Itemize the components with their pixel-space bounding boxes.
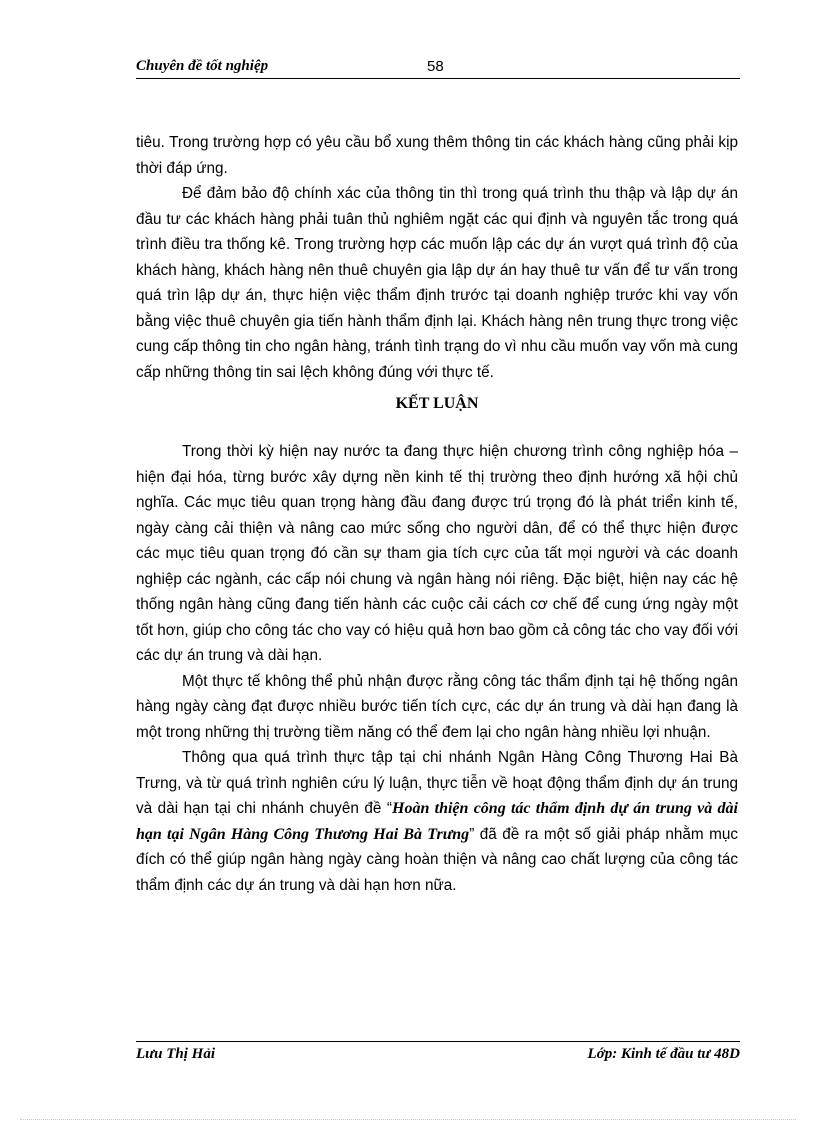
paragraph-1: tiêu. Trong trường hợp có yêu cầu bổ xung thêm thông tin các khách hàng cũng phải kịp thời đáp ứng. [136, 134, 738, 177]
page-header [136, 58, 740, 78]
class-name: Lớp: Kinh tế đầu tư 48D [587, 1046, 740, 1062]
author-name: Lưu Thị Hải [136, 1046, 215, 1062]
paragraph-4: Một thực tế không thể phủ nhận được rằng công tác thẩm định tại hệ thống ngân hàng ngày càng đạt được nhiều bước tiến tích cực, các dự án trung và dài hạn đang là một trong những thị trường tiềm năng có thể đem lại cho ngân hàng nhiều lợi nhuận. [136, 672, 738, 741]
page-edge-divider [20, 1119, 796, 1120]
document-title: Chuyên đề tốt nghiệp [136, 58, 269, 74]
thesis-title-emphasis: Hoàn thiện công tác thẩm định dự án trung và dài hạn tại Ngân Hàng Công Thương Hai Bà Trưng [136, 800, 738, 843]
header-rule [136, 78, 740, 79]
page-footer [136, 1046, 740, 1066]
paragraph-5-text-end: ” đã đề ra một số giải pháp nhằm mục đích có thể giúp ngân hàng ngày càng hoàn thiện và nâng cao chất lượng của công tác thẩm định các dự án trung và dài hạn hơn nữa. [136, 825, 738, 894]
document-body [136, 130, 738, 898]
paragraph-5 [136, 745, 738, 898]
page-number: 58 [427, 58, 444, 75]
paragraph-3: Trong thời kỳ hiện nay nước ta đang thực hiện chương trình công nghiệp hóa – hiện đại hóa, từng bước xây dựng nền kinh tế thị trường theo định hướng xã hội chủ nghĩa. Các mục tiêu quan trọng hàng đầu đang được trú trọng đó là phát triển kinh tế, ngày càng cải thiện và nâng cao mức sống cho người dân, để có thể thực hiện được các mục tiêu quan trọng đó cần sự tham gia tích cực của tất mọi người và các doanh nghiệp các ngành, các cấp nói chung và ngân hàng nói riêng. Đặc biệt, hiện nay các hệ thống ngân hàng cũng đang tiến hành các cuộc cải cách cơ chế để cung ứng ngày một tốt hơn, giúp cho công tác cho vay có hiệu quả hơn bao gồm cả công tác cho vay đối với các dự án trung và dài hạn. [136, 443, 738, 664]
footer-rule [136, 1041, 740, 1042]
paragraph-2: Để đảm bảo độ chính xác của thông tin thì trong quá trình thu thập và lập dự án đầu tư các khách hàng phải tuân thủ nghiêm ngặt các qui định và nguyên tắc trong quá trình điều tra thống kê. Trong trường hợp các muốn lập các dự án vượt quá trình độ của khách hàng, khách hàng nên thuê chuyên gia lập dự án hay thuê tư vấn để tư vấn trong quá trìn lập dự án, thực hiện việc thẩm định trước tại doanh nghiệp trước khi vay vốn bằng việc thuê chuyên gia tiến hành thẩm định lại. Khách hàng nên trung thực trong việc cung cấp thông tin cho ngân hàng, tránh tình trạng do vì nhu cầu muốn vay vốn mà cung cấp những thông tin sai lệch không đúng với thực tế. [136, 185, 738, 381]
section-heading: KẾT LUẬN [395, 395, 479, 412]
paragraph-5-text-start: Thông qua quá trình thực tập tại chi nhánh Ngân Hàng Công Thương Hai Bà Trưng, và từ quá trình nghiên cứu lý luận, thực tiễn về hoạt động thẩm định dự án trung và dài hạn tại chi nhánh chuyên đề “ [136, 749, 738, 817]
